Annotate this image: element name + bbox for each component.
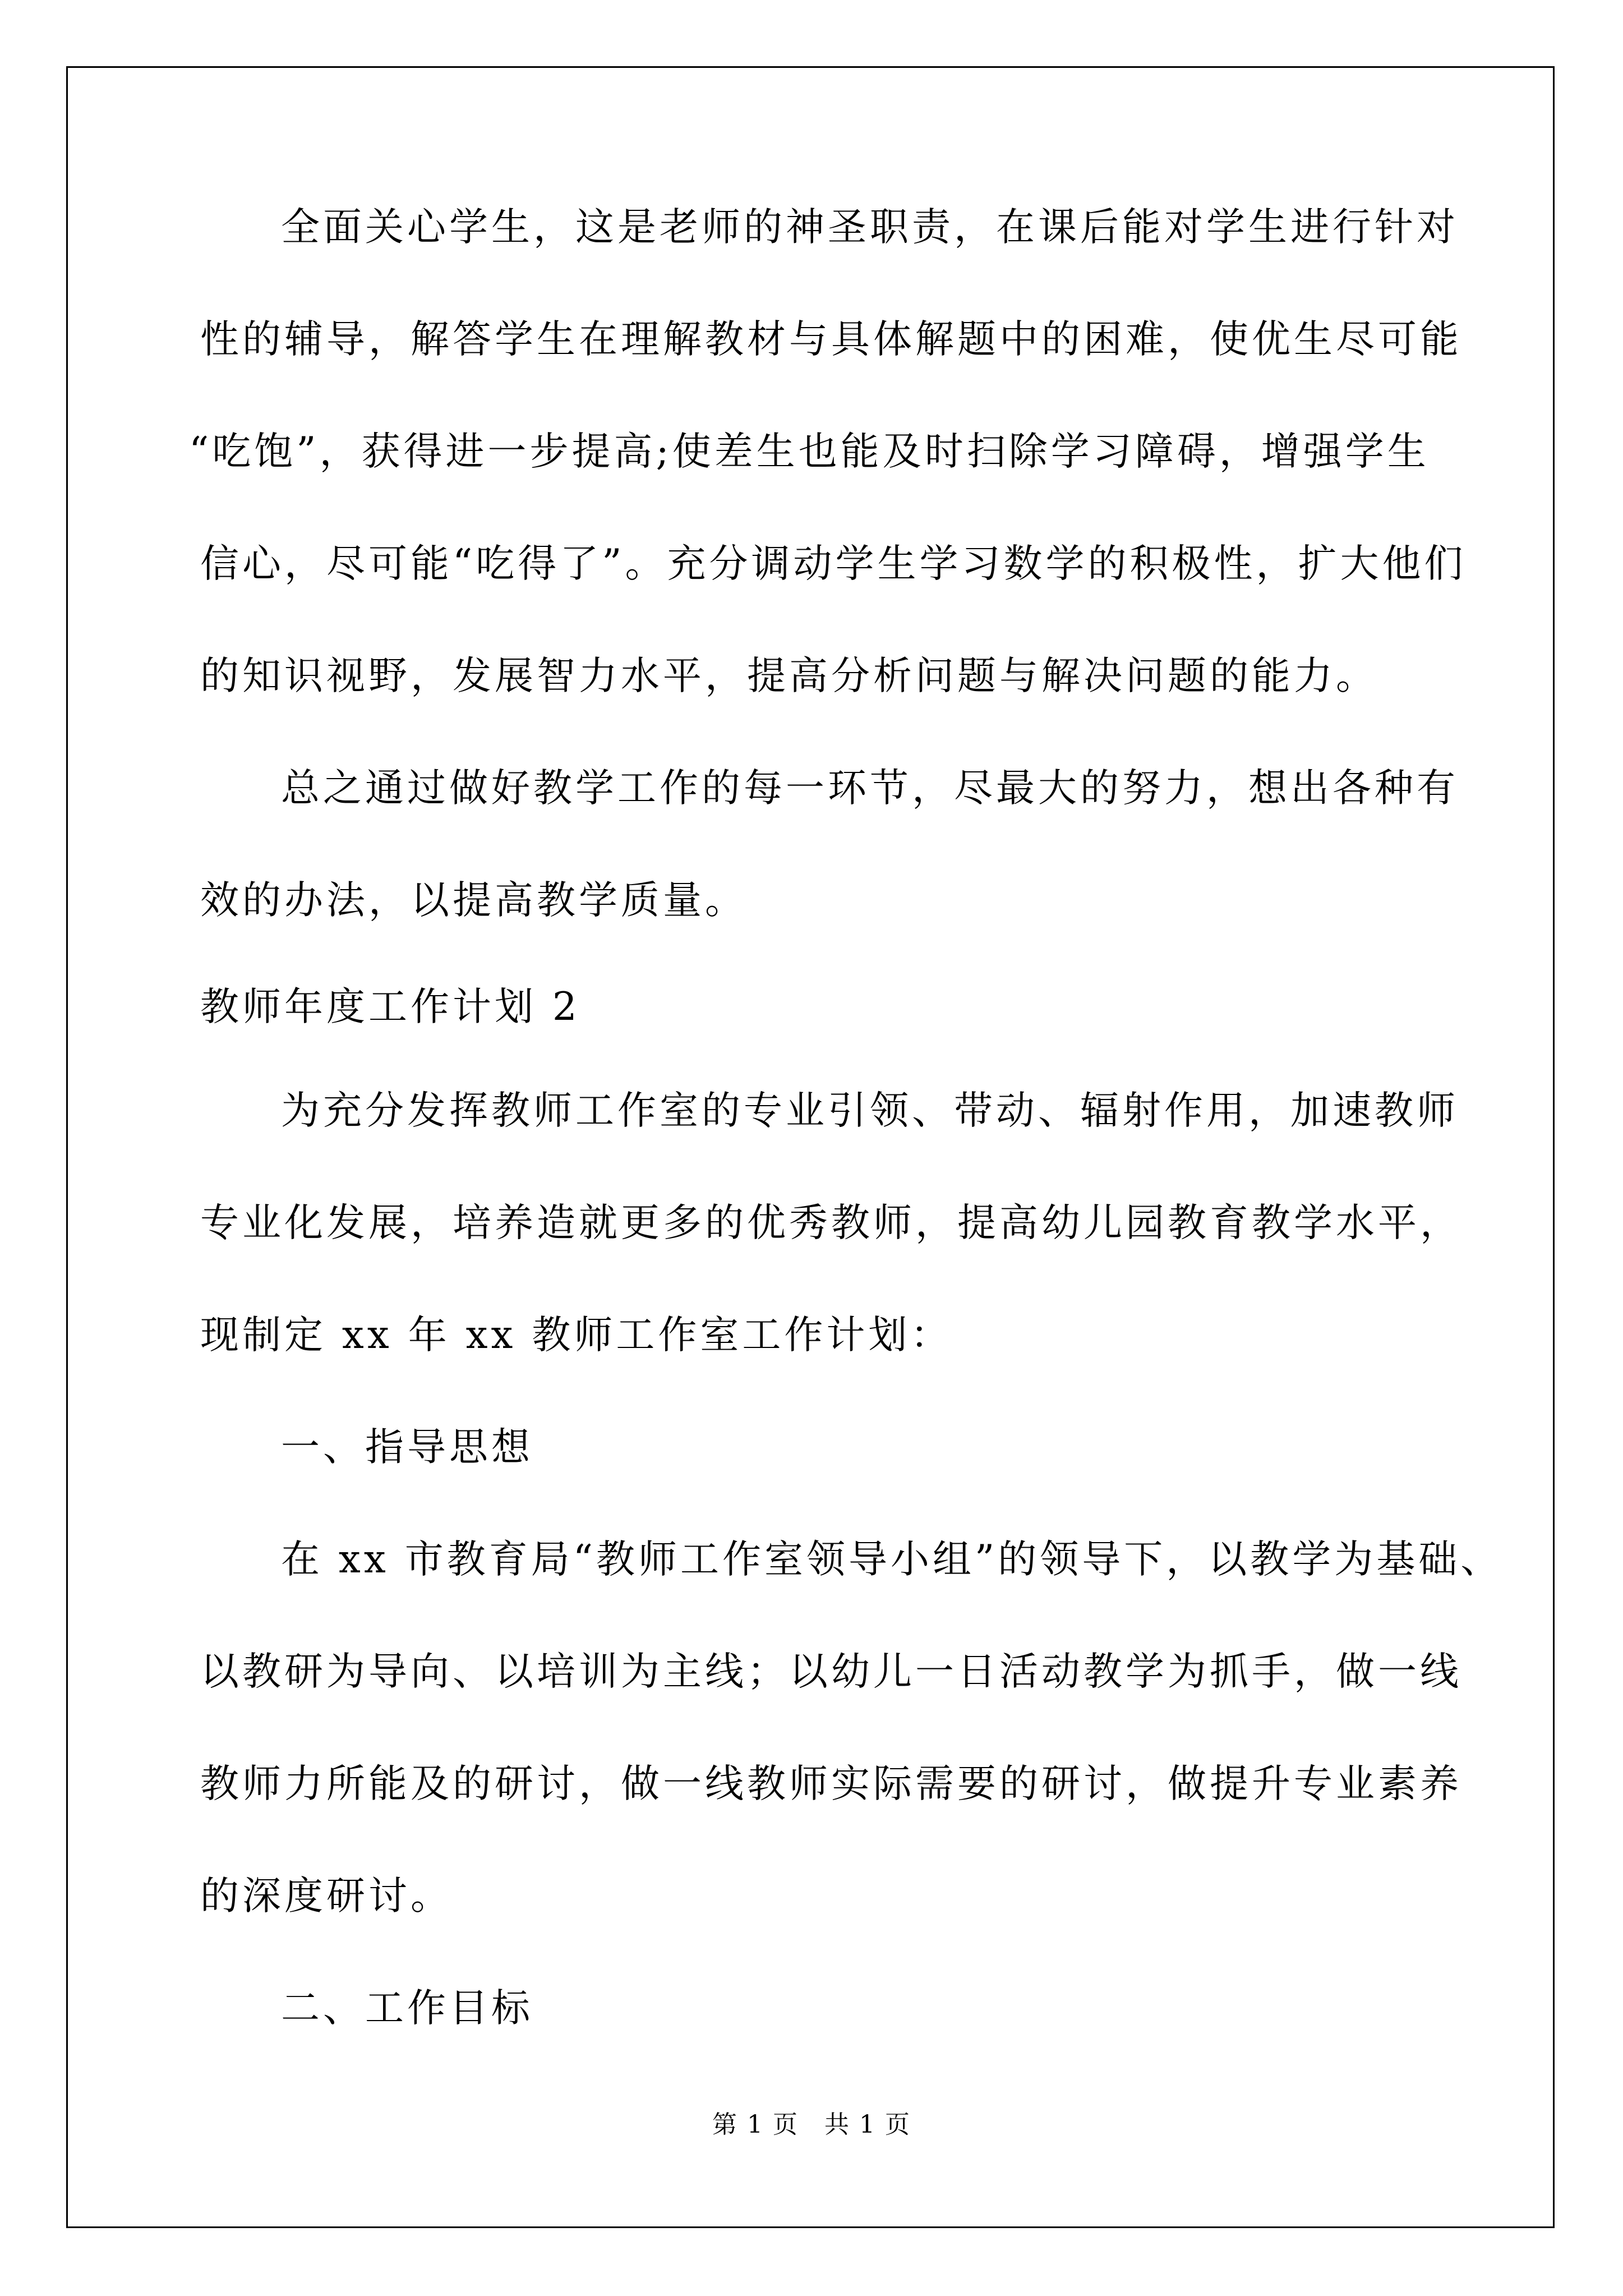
paragraph-line: 总之通过做好教学工作的每一环节，尽最大的努力，想出各种有 (281, 766, 1459, 811)
subheading: 二、工作目标 (281, 1986, 533, 2031)
paragraph-line: 性的辅导，解答学生在理解教材与具体解题中的困难，使优生尽可能 (200, 317, 1462, 362)
page-number-footer: 第 1 页 共 1 页 (712, 2110, 911, 2139)
paragraph-line: 专业化发展，培养造就更多的优秀教师，提高幼儿园教育教学水平， (200, 1200, 1462, 1245)
paragraph-line: 信心，尽可能“吃得了”。充分调动学生学习数学的积极性，扩大他们 (200, 541, 1467, 586)
paragraph-line: 的知识视野，发展智力水平，提高分析问题与解决问题的能力。 (200, 654, 1378, 698)
paragraph-line: 现制定 xx 年 xx 教师工作室工作计划： (200, 1313, 953, 1358)
section-heading: 教师年度工作计划 2 (200, 984, 580, 1029)
paragraph-line: 效的办法，以提高教学质量。 (200, 878, 747, 923)
paragraph-line: 全面关心学生，这是老师的神圣职责，在课后能对学生进行针对 (281, 205, 1459, 250)
paragraph-line: 在 xx 市教育局“教师工作室领导小组”的领导下，以教学为基础、 (281, 1537, 1503, 1582)
paragraph-line: 以教研为导向、以培训为主线；以幼儿一日活动教学为抓手，做一线 (200, 1649, 1462, 1694)
subheading: 一、指导思想 (281, 1425, 533, 1470)
paragraph-line: 的深度研讨。 (200, 1874, 453, 1918)
paragraph-line: “吃饱”，获得进一步提高;使差生也能及时扫除学习障碍，增强学生 (189, 429, 1430, 474)
paragraph-line: 教师力所能及的研讨，做一线教师实际需要的研讨，做提升专业素养 (200, 1761, 1462, 1806)
paragraph-line: 为充分发挥教师工作室的专业引领、带动、辐射作用，加速教师 (281, 1088, 1459, 1133)
